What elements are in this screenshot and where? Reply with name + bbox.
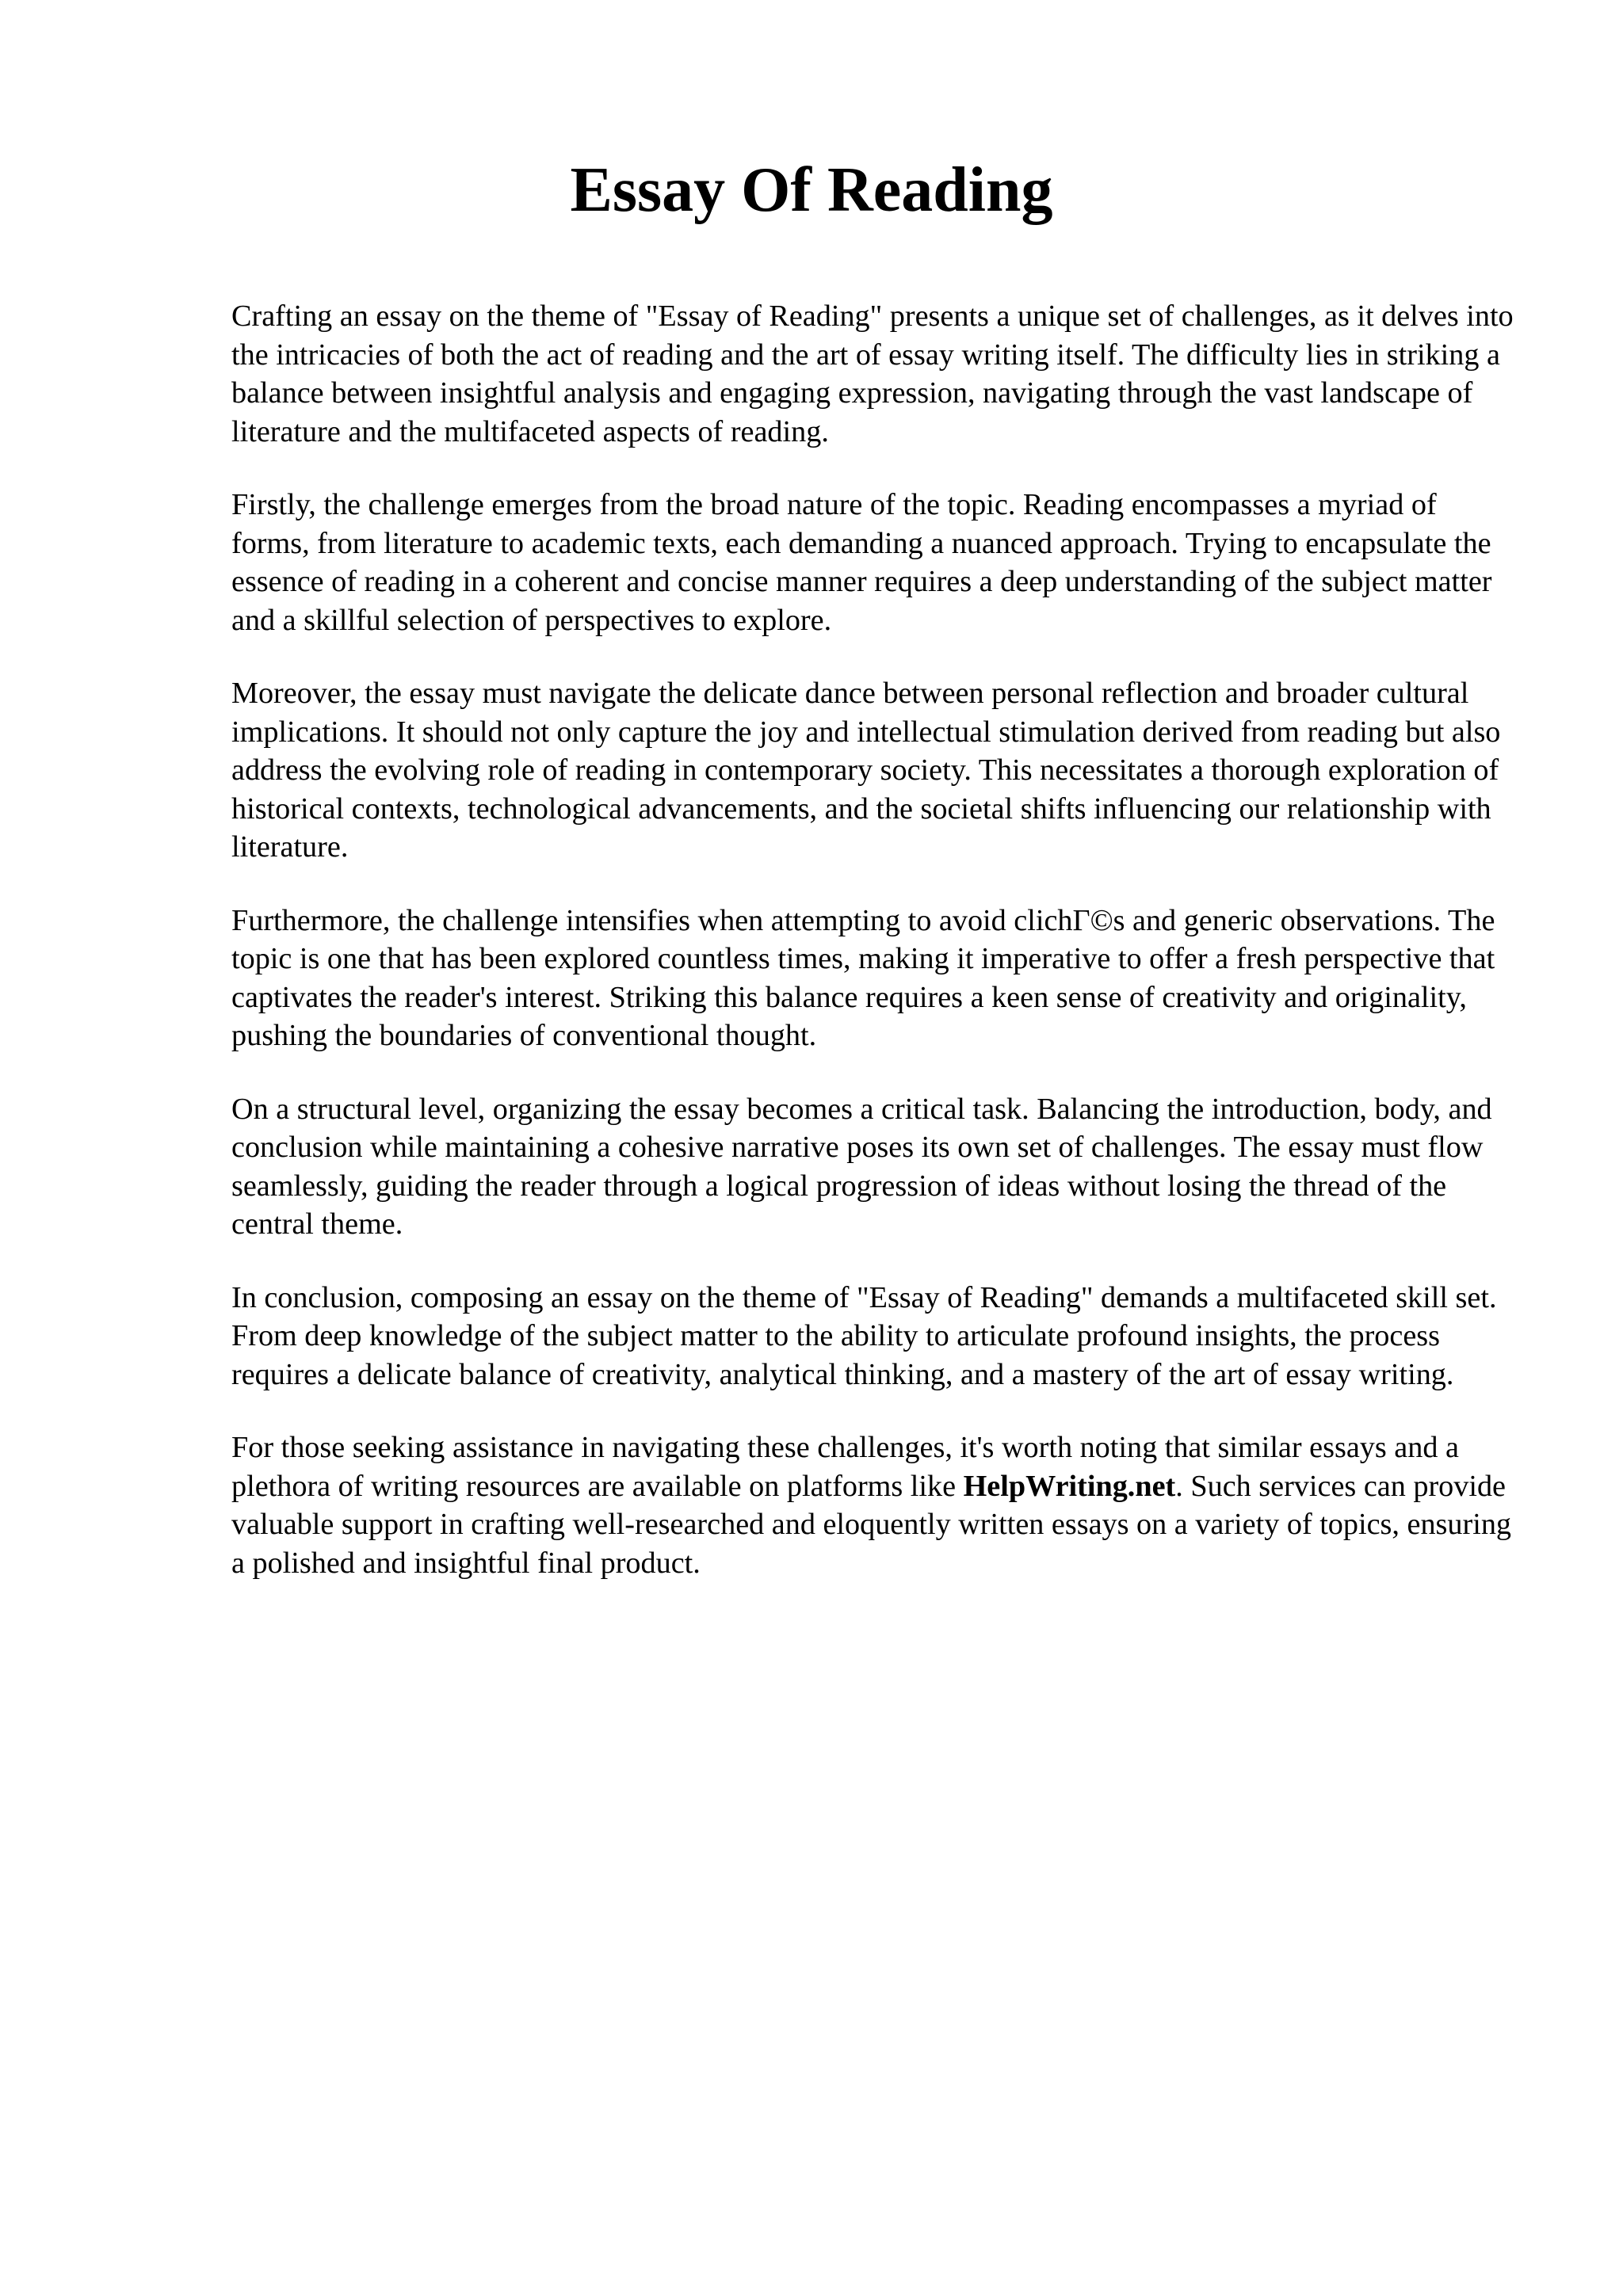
paragraph-closing bbox=[231, 1428, 1515, 1582]
paragraph-moreover: Moreover, the essay must navigate the delicate dance between personal reflection and broader cultural implications. It should not only capture the joy and intellectual stimulation derived from reading but also address the evolving role of reading in contemporary society. This necessitates a thorough exploration of historical contexts, technological advancements, and the societal shifts influencing our relationship with literature. bbox=[231, 677, 1501, 864]
paragraph-furthermore: Furthermore, the challenge intensifies when attempting to avoid clichΓ©s and generic observations. The topic is one that has been explored countless times, making it imperative to offer a fresh perspective that captivates the reader's interest. Striking this balance requires a keen sense of creativity and originality, pushing the boundaries of conventional thought. bbox=[231, 903, 1495, 1052]
essay-body bbox=[231, 297, 1515, 1617]
paragraph-structural: On a structural level, organizing the essay becomes a critical task. Balancing the introduction, body, and conclusion while maintaining a cohesive narrative poses its own set of challenges. The essay must flow seamlessly, guiding the reader through a logical progression of ideas without losing the thread of the central theme. bbox=[231, 1092, 1492, 1241]
brand-name: HelpWriting.net bbox=[963, 1469, 1176, 1503]
paragraph-conclusion: In conclusion, composing an essay on the theme of "Essay of Reading" demands a multifaceted skill set. From deep knowledge of the subject matter to the ability to articulate profound insights, the process requires a delicate balance of creativity, analytical thinking, and a mastery of the art of essay writing. bbox=[231, 1280, 1497, 1391]
closing-text-after: . Such services can provide valuable support in crafting well-researched and eloquently written essays on a variety of topics, ensuring a polished and insightful final product. bbox=[231, 1469, 1512, 1580]
paragraph-firstly: Firstly, the challenge emerges from the broad nature of the topic. Reading encompasses a myriad of forms, from literature to academic texts, each demanding a nuanced approach. Trying to encapsulate the essence of reading in a coherent and concise manner requires a deep understanding of the subject matter and a skillful selection of perspectives to explore. bbox=[231, 488, 1492, 637]
paragraph-intro: Crafting an essay on the theme of "Essay of Reading" presents a unique set of challenges, as it delves into the intricacies of both the act of reading and the art of essay writing itself. The difficulty lies in striking a balance between insightful analysis and engaging expression, navigating through the vast landscape of literature and the multifaceted aspects of reading. bbox=[231, 299, 1514, 448]
page-title: Essay Of Reading bbox=[570, 155, 1053, 225]
closing-text-before: For those seeking assistance in navigating these challenges, it's worth noting that similar essays and a plethora of writing resources are available on platforms like bbox=[231, 1431, 1459, 1503]
